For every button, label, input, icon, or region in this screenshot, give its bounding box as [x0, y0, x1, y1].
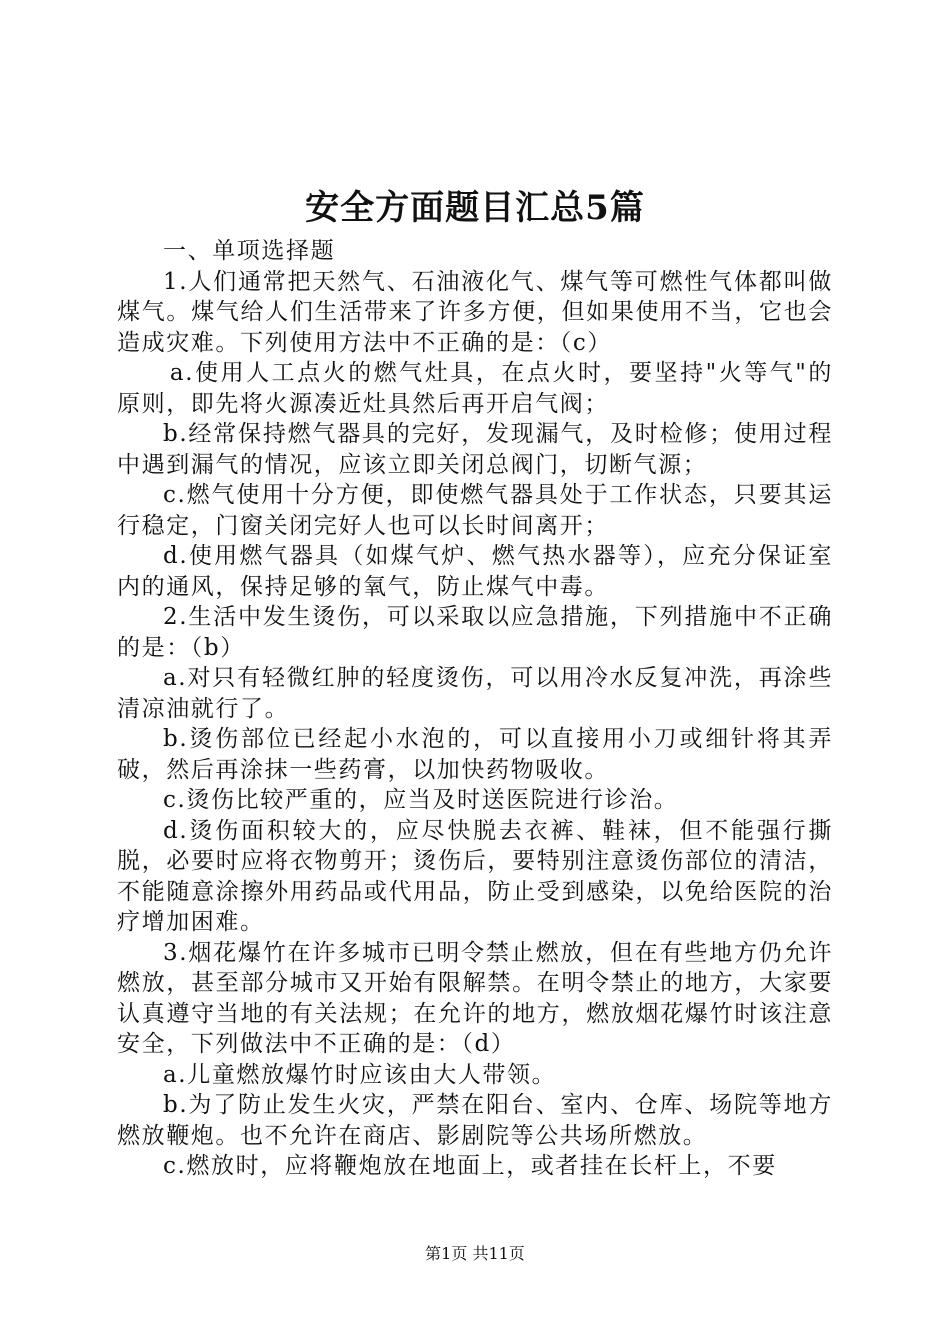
question-3: 3.烟花爆竹在许多城市已明令禁止燃放，但在有些地方仍允许燃放，甚至部分城市又开始有限解禁。在明令禁止的地方，大家要认真遵守当地的有关法规；在允许的地方，燃放烟花爆竹时该注意安全，下列做法中不正确的是：（d）	[117, 939, 833, 1057]
document-title: 安全方面题目汇总5篇	[305, 188, 645, 228]
question-2-option-a: a.对只有轻微红肿的轻度烫伤，可以用冷水反复冲洗，再涂些清凉油就行了。	[117, 665, 833, 722]
question-2-option-c: c.烫伤比较严重的，应当及时送医院进行诊治。	[163, 787, 679, 813]
question-2-option-b: b.烫伤部位已经起小水泡的，可以直接用小刀或细针将其弄破，然后再涂抹一些药膏，以加快药物吸收。	[117, 726, 833, 783]
question-1-option-a: a.使用人工点火的燃气灶具，在点火时，要坚持"火等气"的原则，即先将火源凑近灶具然后再开启气阀；	[117, 360, 833, 417]
question-1-option-c: c.燃气使用十分方便，即使燃气器具处于工作状态，只要其运行稳定，门窗关闭完好人也可以长时间离开；	[117, 482, 833, 539]
question-3-option-c: c.燃放时，应将鞭炮放在地面上，或者挂在长杆上，不要	[163, 1153, 777, 1179]
question-1-option-b: b.经常保持燃气器具的完好，发现漏气，及时检修；使用过程中遇到漏气的情况，应该立即关闭总阀门，切断气源；	[117, 421, 833, 478]
question-2-option-d: d.烫伤面积较大的，应尽快脱去衣裤、鞋袜，但不能强行撕脱，必要时应将衣物剪开；烫伤后，要特别注意烫伤部位的清洁，不能随意涂擦外用药品或代用品，防止受到感染，以免给医院的治疗增加困难。	[117, 817, 833, 935]
question-3-option-a: a.儿童燃放爆竹时应该由大人带领。	[163, 1061, 557, 1088]
question-1: 1.人们通常把天然气、石油液化气、煤气等可燃性气体都叫做煤气。煤气给人们生活带来了许多方便，但如果使用不当，它也会造成灾难。下列使用方法中不正确的是：（c）	[117, 268, 833, 356]
question-1-option-d: d.使用燃气器具（如煤气炉、燃气热水器等），应充分保证室内的通风，保持足够的氧气，防止煤气中毒。	[117, 543, 833, 600]
section-heading: 一、单项选择题	[163, 238, 336, 264]
question-3-option-b: b.为了防止发生火灾，严禁在阳台、室内、仓库、场院等地方燃放鞭炮。也不允许在商店、影剧院等公共场所燃放。	[117, 1092, 833, 1149]
question-2: 2.生活中发生烫伤，可以采取以应急措施，下列措施中不正确的是：（b）	[117, 604, 833, 661]
document-body	[117, 236, 833, 1182]
page-footer: 第1页 共11页	[425, 1244, 525, 1263]
